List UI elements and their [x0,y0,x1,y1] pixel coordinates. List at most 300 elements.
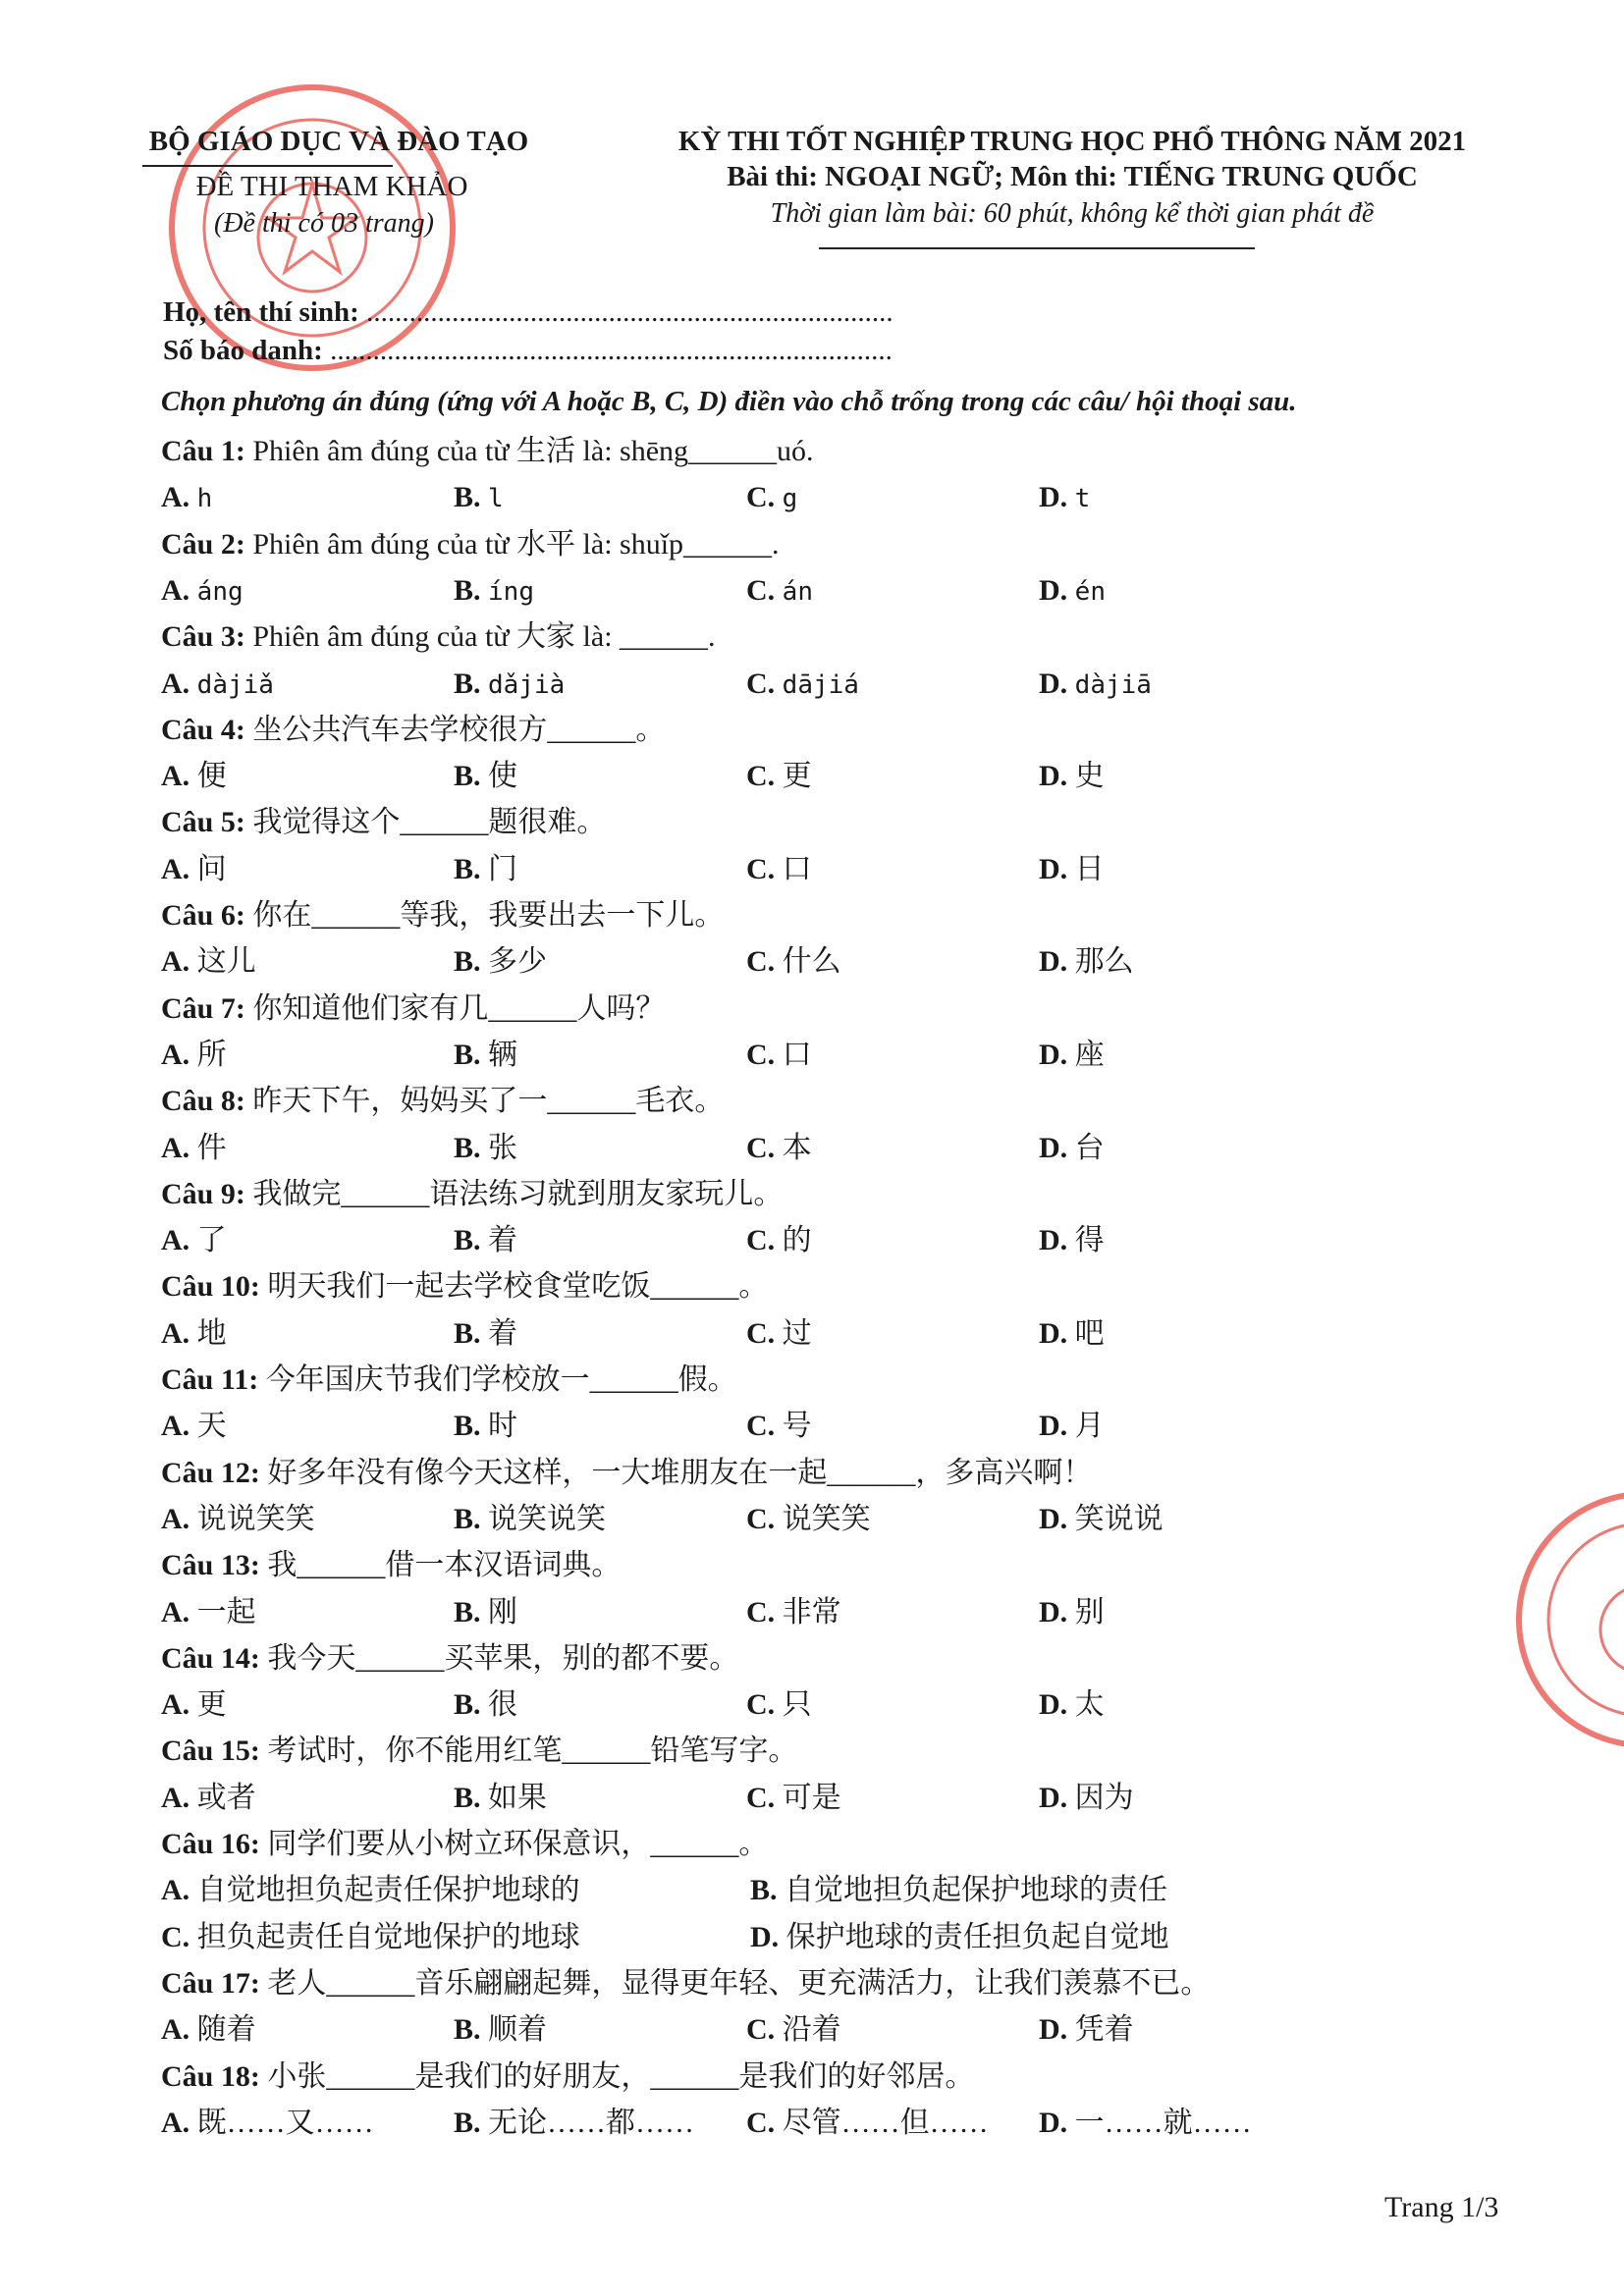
question-number: Câu 15: [161,1735,260,1768]
answer-option-d[interactable] [1039,938,1134,985]
answer-option-b[interactable] [454,661,565,709]
option-text: 所 [196,1038,227,1071]
question-text: Phiên âm đúng của từ 生活 là: shēng______uó. [252,435,814,467]
option-text: 可是 [782,1781,841,1814]
answer-option-a[interactable] [161,567,244,615]
option-letter: D. [1039,1131,1068,1164]
answer-option-d[interactable] [1039,1403,1105,1449]
options-row [161,1032,1457,1078]
option-letter: D. [1039,2106,1068,2139]
option-text: 很 [488,1688,518,1722]
options-row [161,661,1457,707]
option-text: 自觉地担负起保护地球的责任 [785,1874,1168,1907]
answer-option-c[interactable] [746,938,841,985]
option-letter: B. [454,1131,481,1164]
candidate-name-field[interactable] [163,296,893,329]
option-letter: B. [454,2106,481,2139]
question-text: 你知道他们家有几______人吗？ [252,991,666,1025]
option-letter: C. [161,1920,190,1953]
option-text: 只 [782,1688,812,1722]
question-1 [161,428,814,474]
option-letter: A. [161,1224,190,1257]
question-number: Câu 3: [161,620,245,654]
option-letter: C. [746,945,776,979]
question-number: Câu 8: [161,1085,245,1118]
option-letter: A. [161,1410,190,1443]
answer-option-b[interactable] [454,567,534,615]
option-letter: A. [161,1874,190,1907]
answer-option-d[interactable] [1039,1217,1105,1263]
option-letter: C. [746,1131,776,1164]
answer-option-a[interactable] [161,1032,227,1078]
question-11 [161,1357,737,1403]
answer-option-c[interactable] [746,1496,871,1542]
option-letter: B. [454,1781,481,1814]
option-text: 或者 [196,1781,256,1814]
option-text: 说说笑笑 [196,1502,315,1535]
option-text: 凭着 [1074,2013,1134,2047]
answer-option-c[interactable] [161,1914,580,1960]
answer-option-a[interactable] [161,1217,227,1263]
option-letter: D. [1039,667,1068,700]
answer-option-c[interactable] [746,753,812,799]
options-row [161,846,1457,892]
option-text: 多少 [488,945,548,979]
answer-option-a[interactable] [161,2100,374,2146]
option-text: 沿着 [782,2013,841,2047]
option-letter: A. [161,1595,190,1629]
options-row [161,1403,1457,1449]
option-text: 担负起责任自觉地保护的地球 [196,1920,580,1953]
option-letter: A. [161,1502,190,1535]
answer-option-d[interactable] [1039,1589,1105,1635]
option-letter: A. [161,2013,190,2047]
answer-option-d[interactable] [1039,567,1106,615]
option-text: 吧 [1074,1316,1105,1350]
option-letter: C. [746,1316,776,1350]
option-text: 更 [782,760,812,793]
answer-option-c[interactable] [746,1589,841,1635]
answer-option-c[interactable] [746,1682,812,1728]
question-number: Câu 11: [161,1363,259,1396]
option-text: 着 [488,1224,518,1257]
answer-option-b[interactable] [454,1589,517,1635]
option-letter: A. [161,1781,190,1814]
option-text: dǎjià [488,669,566,700]
question-number: Câu 2: [161,527,245,561]
option-text: 非常 [782,1595,841,1629]
question-number: Câu 18: [161,2059,260,2093]
option-text: h [196,484,213,514]
answer-option-d[interactable] [1039,2100,1252,2146]
option-letter: B. [454,1502,481,1535]
answer-option-b[interactable] [454,938,547,985]
option-text: 日 [1074,852,1105,885]
option-letter: B. [454,1410,481,1443]
option-text: 如果 [488,1781,548,1814]
option-text: 了 [196,1224,227,1257]
instruction: Chọn phương án đúng (ứng với A hoặc B, C, D) điền vào chỗ trống trong các câu/ hội thoại sau. [161,386,1297,417]
options-row [161,1125,1457,1171]
options-row [161,474,1457,520]
question-18 [161,2054,974,2100]
answer-option-b[interactable] [454,753,517,799]
question-text: Phiên âm đúng của từ 水平 là: shuǐp______. [252,527,780,561]
answer-option-d[interactable] [1039,1125,1105,1171]
question-text: Phiên âm đúng của từ 大家 là: ______. [252,620,716,654]
options-row [161,1217,1457,1263]
option-text: 顺着 [488,2013,548,2047]
option-letter: B. [454,852,481,885]
option-letter: A. [161,852,190,885]
option-text: íng [488,576,534,607]
question-text: 我做完______语法练习就到朋友家玩儿。 [252,1177,784,1210]
ministry-name: BỘ GIÁO DỤC VÀ ĐÀO TẠO [148,126,529,157]
option-letter: C. [746,481,776,514]
option-text: 笑说说 [1074,1502,1164,1535]
option-text: 随着 [196,2013,256,2047]
option-text: 说笑笑 [782,1502,871,1535]
option-letter: A. [161,1688,190,1722]
question-number: Câu 1: [161,435,245,467]
option-text: 太 [1074,1688,1105,1722]
candidate-name-dots: .......................................................................... [366,296,893,328]
answer-option-d[interactable] [1039,1496,1164,1542]
question-3 [161,614,716,660]
question-6 [161,892,724,938]
option-letter: B. [454,1688,481,1722]
answer-option-b[interactable] [454,2006,547,2053]
answer-option-a[interactable] [161,2006,256,2053]
question-text: 同学们要从小树立环保意识，______。 [267,1828,769,1860]
option-text: 口 [782,1038,812,1071]
answer-option-a[interactable] [161,753,227,799]
option-letter: C. [746,667,776,700]
option-text: dàjiā [1074,669,1152,700]
options-row [161,1775,1457,1821]
answer-option-b[interactable] [454,2100,694,2146]
option-text: 更 [196,1688,227,1722]
option-letter: A. [161,1316,190,1350]
answer-option-b[interactable] [454,1775,547,1821]
option-text: 件 [196,1131,227,1164]
answer-option-c[interactable] [746,1217,812,1263]
option-text: 辆 [488,1038,518,1071]
answer-option-c[interactable] [746,1775,841,1821]
option-text: 过 [782,1316,812,1350]
option-text: 本 [782,1131,812,1164]
question-number: Câu 12: [161,1456,260,1489]
question-2 [161,521,780,567]
question-7 [161,986,665,1032]
exam-subject: Bài thi: NGOẠI NGỮ; Môn thi: TIẾNG TRUNG QUỐC [727,161,1418,192]
answer-option-d[interactable] [1039,2006,1134,2053]
question-text: 你在______等我，我要出去一下儿。 [252,899,725,932]
question-text: 昨天下午，妈妈买了一______毛衣。 [252,1085,725,1118]
option-text: án [782,576,813,607]
option-text: 保护地球的责任担负起自觉地 [785,1920,1169,1953]
answer-option-c[interactable] [746,661,859,709]
option-text: 时 [488,1410,518,1443]
exam-title: KỲ THI TỐT NGHIỆP TRUNG HỌC PHỔ THÔNG NĂM 2021 [677,126,1467,157]
option-text: 无论……都…… [488,2106,695,2139]
option-letter: D. [1039,573,1068,607]
option-letter: D. [1039,1781,1068,1814]
option-text: áng [196,576,244,607]
option-letter: C. [746,1502,776,1535]
question-text: 明天我们一起去学校食堂吃饭______。 [267,1270,769,1304]
option-text: 着 [488,1316,518,1350]
answer-option-b[interactable] [454,1403,517,1449]
option-text: 问 [196,852,227,885]
option-letter: C. [746,852,776,885]
answer-option-d[interactable] [1039,1775,1134,1821]
option-letter: C. [746,1781,776,1814]
option-text: 号 [782,1410,812,1443]
answer-option-a[interactable] [161,1682,227,1728]
options-row [161,1589,1457,1635]
answer-option-c[interactable] [746,1310,812,1357]
question-8 [161,1078,724,1124]
answer-option-c[interactable] [746,846,812,892]
question-number: Câu 4: [161,713,245,746]
option-letter: D. [1039,1688,1068,1722]
option-text: 天 [196,1410,227,1443]
question-14 [161,1635,738,1682]
candidate-name-label: Họ, tên thí sinh: [163,296,359,328]
question-number: Câu 16: [161,1828,260,1860]
option-letter: B. [454,667,481,700]
option-text: dàjiǎ [196,669,274,700]
question-text: 我觉得这个______题很难。 [252,806,607,839]
option-letter: D. [1039,2013,1068,2047]
option-letter: B. [454,945,481,979]
answer-option-b[interactable] [454,1125,517,1171]
answer-option-d[interactable] [1039,753,1105,799]
answer-option-a[interactable] [161,938,256,985]
option-text: 台 [1074,1131,1105,1164]
option-text: l [488,484,504,514]
option-text: 别 [1074,1595,1105,1629]
options-row [161,1914,1457,1960]
answer-option-b[interactable] [454,1496,606,1542]
option-text: 这儿 [196,945,256,979]
option-letter: C. [746,1688,776,1722]
option-letter: B. [454,1224,481,1257]
answer-option-a[interactable] [161,661,274,709]
option-letter: B. [454,760,481,793]
option-text: 因为 [1074,1781,1134,1814]
answer-option-b[interactable] [454,1682,517,1728]
option-text: dājiá [782,669,859,700]
answer-option-b[interactable] [750,1867,1167,1913]
option-text: 尽管……但…… [782,2106,989,2139]
question-17 [161,1960,1210,2006]
option-letter: D. [1039,1502,1068,1535]
option-text: 既……又…… [196,2106,374,2139]
question-10 [161,1263,768,1309]
option-text: 使 [488,760,518,793]
exam-time: Thời gian làm bài: 60 phút, không kể thời gian phát đề [770,198,1375,229]
option-text: 便 [196,760,227,793]
option-text: 得 [1074,1224,1105,1257]
option-letter: B. [750,1874,778,1907]
option-text: 说笑说笑 [488,1502,607,1535]
option-letter: A. [161,760,190,793]
option-letter: A. [161,481,190,514]
option-letter: C. [746,573,776,607]
question-number: Câu 6: [161,899,245,932]
option-letter: A. [161,573,190,607]
question-text: 老人______音乐翩翩起舞，显得更年轻、更充满活力，让我们羡慕不已。 [267,1966,1211,2000]
options-row [161,2006,1457,2053]
question-5 [161,799,606,845]
answer-option-b[interactable] [454,1032,517,1078]
question-text: 小张______是我们的好朋友，______是我们的好邻居。 [267,2059,975,2093]
answer-option-b[interactable] [454,1217,517,1263]
option-letter: C. [746,1224,776,1257]
answer-option-a[interactable] [161,474,212,522]
option-text: 门 [488,852,518,885]
answer-option-a[interactable] [161,1125,227,1171]
options-row [161,753,1457,799]
option-letter: C. [746,2106,776,2139]
options-row [161,567,1457,614]
question-16 [161,1821,768,1867]
question-text: 坐公共汽车去学校很方______。 [252,713,666,746]
option-text: 自觉地担负起责任保护地球的 [196,1874,580,1907]
option-letter: C. [746,1410,776,1443]
option-text: 史 [1074,760,1105,793]
option-letter: D. [1039,1595,1068,1629]
option-letter: A. [161,1131,190,1164]
option-text: én [1074,576,1106,607]
answer-option-d[interactable] [1039,661,1152,709]
options-row [161,2100,1457,2146]
options-row [161,1682,1457,1728]
answer-option-c[interactable] [746,474,797,522]
option-letter: D. [1039,945,1068,979]
answer-option-d[interactable] [1039,1032,1105,1078]
question-number: Câu 5: [161,806,245,839]
option-letter: D. [750,1920,780,1953]
option-text: 月 [1074,1410,1105,1443]
answer-option-c[interactable] [746,1125,812,1171]
question-9 [161,1171,783,1217]
option-letter: B. [454,1316,481,1350]
question-number: Câu 17: [161,1966,260,2000]
question-number: Câu 14: [161,1641,260,1675]
header-divider-right [819,247,1255,249]
question-number: Câu 7: [161,991,245,1025]
option-letter: A. [161,667,190,700]
answer-option-d[interactable] [1039,474,1090,522]
option-text: 刚 [488,1595,518,1629]
option-letter: A. [161,2106,190,2139]
options-row [161,938,1457,985]
option-text: t [1074,484,1091,514]
option-text: 张 [488,1131,518,1164]
option-letter: B. [454,573,481,607]
option-letter: D. [1039,1410,1068,1443]
question-13 [161,1542,621,1588]
option-letter: C. [746,1595,776,1629]
answer-option-a[interactable] [161,1589,256,1635]
question-text: 今年国庆节我们学校放一______假。 [265,1363,737,1396]
option-letter: C. [746,1038,776,1071]
option-letter: A. [161,945,190,979]
question-text: 考试时，你不能用红笔______铅笔写字。 [267,1735,798,1768]
option-letter: C. [746,2013,776,2047]
answer-option-a[interactable] [161,1403,227,1449]
header-divider [142,165,393,167]
page-count-note: (Đề thi có 03 trang) [214,208,434,239]
answer-option-a[interactable] [161,1867,580,1913]
option-text: 口 [782,852,812,885]
answer-option-a[interactable] [161,1775,256,1821]
answer-option-c[interactable] [746,1403,812,1449]
option-text: g [782,484,798,514]
option-text: 什么 [782,945,841,979]
option-text: 地 [196,1316,227,1350]
answer-option-d[interactable] [1039,1682,1105,1728]
answer-option-a[interactable] [161,1310,227,1357]
answer-option-d[interactable] [750,1914,1169,1960]
options-row [161,1310,1457,1357]
answer-option-c[interactable] [746,1032,812,1078]
answer-option-b[interactable] [454,846,517,892]
question-4 [161,707,665,753]
answer-option-d[interactable] [1039,846,1105,892]
answer-option-b[interactable] [454,474,504,522]
option-text: 那么 [1074,945,1134,979]
option-letter: D. [1039,1038,1068,1071]
options-row [161,1867,1457,1913]
option-letter: B. [454,2013,481,2047]
option-text: 一……就…… [1074,2106,1252,2139]
option-letter: B. [454,481,481,514]
option-letter: D. [1039,481,1068,514]
option-text: 一起 [196,1595,256,1629]
answer-option-d[interactable] [1039,1310,1105,1357]
answer-option-a[interactable] [161,846,227,892]
options-row [161,1496,1457,1542]
option-letter: A. [161,1038,190,1071]
option-letter: D. [1039,1316,1068,1350]
answer-option-c[interactable] [746,567,813,615]
question-text: 我______借一本汉语词典。 [267,1549,622,1582]
question-text: 我今天______买苹果，别的都不要。 [267,1641,739,1675]
official-seal-stamp-edge [1512,1472,1624,1767]
option-letter: D. [1039,1224,1068,1257]
question-text: 好多年没有像今天这样，一大堆朋友在一起______，多高兴啊！ [267,1456,1093,1489]
candidate-id-field[interactable] [163,335,893,367]
answer-option-a[interactable] [161,1496,315,1542]
answer-option-c[interactable] [746,2100,989,2146]
exam-type: ĐỀ THI THAM KHẢO [195,171,468,202]
option-text: 座 [1074,1038,1105,1071]
answer-option-b[interactable] [454,1310,517,1357]
option-letter: B. [454,1595,481,1629]
candidate-id-label: Số báo danh: [163,335,323,366]
page-number: Trang 1/3 [1384,2191,1499,2223]
answer-option-c[interactable] [746,2006,841,2053]
question-15 [161,1728,797,1774]
candidate-id-dots: ............................................................................... [330,335,893,366]
option-letter: D. [1039,852,1068,885]
option-letter: B. [454,1038,481,1071]
question-number: Câu 10: [161,1270,260,1304]
